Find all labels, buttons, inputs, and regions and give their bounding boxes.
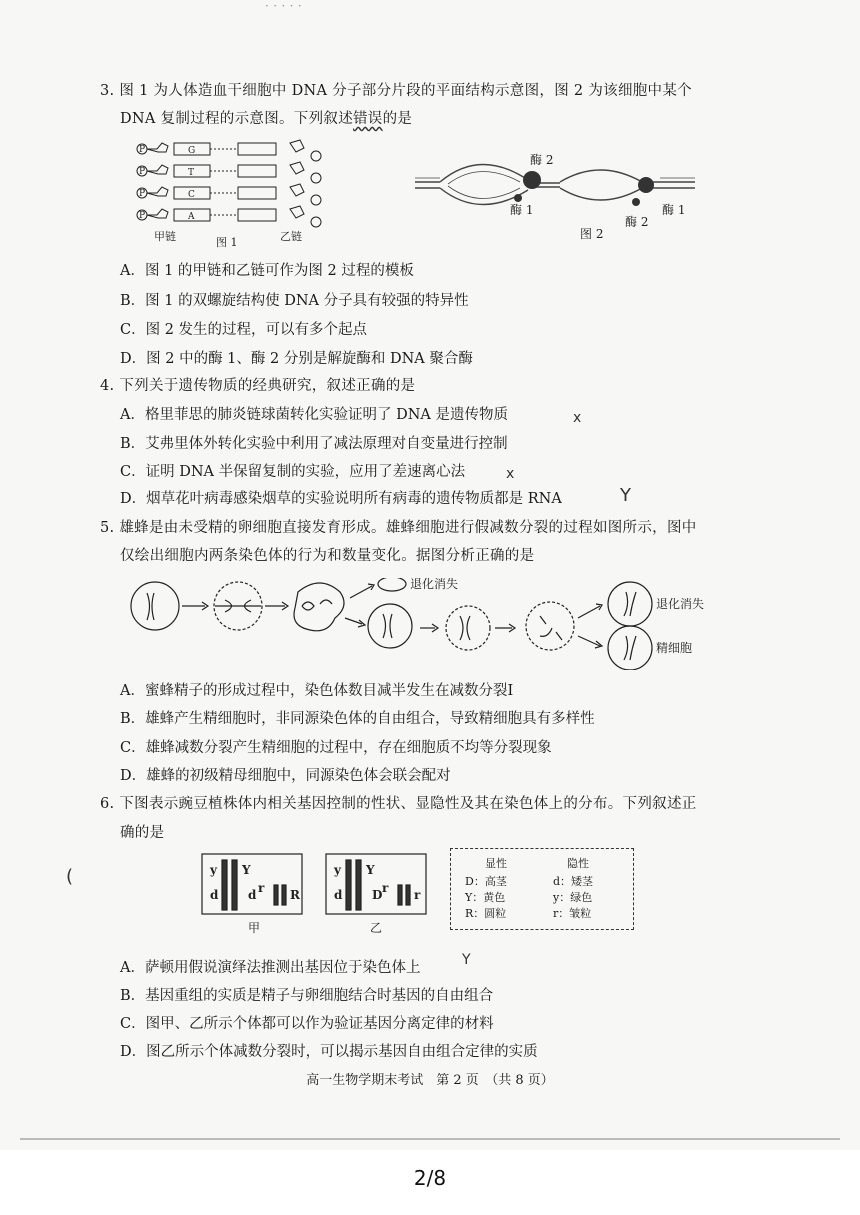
degenerate-cell [608, 582, 652, 626]
enzyme-blob [523, 171, 541, 189]
q3-option-c[interactable]: C．图 2 发生的过程，可以有多个起点 [120, 322, 368, 338]
dominant-list [465, 874, 507, 922]
label-enzyme2-bottom: 酶 2 [625, 215, 649, 229]
figure-1-dna-structure [130, 138, 350, 250]
male-bee-meiosis-diagram [130, 578, 770, 670]
q4-option-b[interactable]: B．艾弗里体外转化实验中利用了减法原理对自变量进行控制 [120, 436, 508, 452]
page-footer: 高一生物学期末考试 第 2 页 （共 8 页） [306, 1073, 554, 1088]
svg-text:y: y [334, 863, 341, 877]
svg-text:d: d [248, 888, 257, 902]
dominant-header: 显性 [485, 857, 507, 870]
enzyme-blob [638, 177, 654, 193]
label-degenerate-right: 退化消失 [656, 597, 705, 611]
cell-stage-1 [131, 582, 179, 630]
page-indicator: 2/8 [413, 1166, 447, 1190]
q6-line1: 下图表示豌豆植株体内相关基因控制的性状、显隐性及其在染色体上的分布。下列叙述正 [119, 796, 697, 812]
figure-yi-box [326, 854, 426, 914]
label-jia: 甲 [248, 921, 261, 935]
q5-number: 5. [100, 520, 115, 536]
cell-stage-3 [294, 583, 344, 631]
svg-text:Y: Y [242, 863, 251, 877]
handwritten-paren: ( [66, 866, 74, 887]
base-g: G [188, 146, 196, 156]
q3-option-b[interactable]: B．图 1 的双螺旋结构使 DNA 分子具有较强的特异性 [120, 293, 469, 309]
q5-stem [100, 518, 697, 538]
svg-text:P: P [139, 211, 146, 221]
base-t: T [188, 168, 195, 178]
svg-text:y: y [210, 863, 217, 877]
q3-line2-part-a: DNA 复制过程的示意图。下列叙述 [120, 111, 353, 127]
handwritten-mark: Y [462, 952, 471, 968]
recessive-list [553, 874, 593, 922]
handwritten-mark: Y [620, 485, 631, 506]
label-enzyme2-top: 酶 2 [530, 153, 554, 167]
q4-option-c[interactable]: C．证明 DNA 半保留复制的实验，应用了差速离心法 [120, 464, 466, 480]
svg-text:D: D [372, 888, 383, 902]
handwritten-mark: x [573, 410, 582, 426]
figure-2-dna-replication [410, 150, 700, 246]
handwritten-mark: x [506, 466, 515, 482]
svg-text:d: d [334, 888, 343, 902]
base-a: A [188, 212, 195, 222]
q5-option-b[interactable]: B．雄蜂产生精细胞时，非同源染色体的自由组合，导致精细胞具有多样性 [120, 711, 595, 727]
sperm-cell [608, 626, 652, 670]
figure-1-caption: 图 1 [216, 236, 238, 249]
dominant-d: D：高茎 [465, 875, 507, 888]
q3-line1: 图 1 为人体造血干细胞中 DNA 分子部分片段的平面结构示意图，图 2 为该细胞中某个 [119, 83, 692, 99]
recessive-y: y：绿色 [553, 891, 593, 904]
recessive-d: d：矮茎 [553, 875, 594, 888]
label-strand-jia: 甲链 [154, 230, 176, 243]
q5-stem-line2: 仅绘出细胞内两条染色体的行为和数量变化。据图分析正确的是 [120, 548, 535, 564]
dna-rung-1 [137, 140, 321, 161]
q3-option-d[interactable]: D．图 2 中的酶 1、酶 2 分别是解旋酶和 DNA 聚合酶 [120, 351, 473, 367]
label-degenerate-top: 退化消失 [410, 578, 459, 591]
q3-number: 3. [100, 83, 115, 99]
recessive-r: r：皱粒 [553, 907, 592, 920]
q6-stem-line2: 确的是 [120, 825, 165, 841]
q6-option-a[interactable]: A．萨顿用假说演绎法推测出基因位于染色体上 [120, 960, 421, 976]
svg-text:r: r [382, 881, 389, 895]
q3-stem [100, 81, 692, 101]
figure-jia-box [202, 854, 302, 914]
q5-line1: 雄蜂是由未受精的卵细胞直接发育形成。雄蜂细胞进行假减数分裂的过程如图所示，图中 [119, 520, 697, 536]
q5-option-d[interactable]: D．雄蜂的初级精母细胞中，同源染色体会联会配对 [120, 768, 451, 784]
q6-chromosome-figures [200, 850, 440, 936]
q3-line2-part-b: 的是 [382, 111, 413, 127]
cell-stage-6 [526, 602, 574, 650]
base-c: C [188, 190, 195, 200]
q6-option-c[interactable]: C．图甲、乙所示个体都可以作为验证基因分离定律的材料 [120, 1016, 494, 1032]
q4-option-a[interactable]: A．格里菲思的肺炎链球菌转化实验证明了 DNA 是遗传物质 [120, 407, 508, 423]
dominant-y: Y：黄色 [465, 891, 506, 904]
q4-stem-text: 下列关于遗传物质的经典研究，叙述正确的是 [119, 378, 416, 394]
q6-option-b[interactable]: B．基因重组的实质是精子与卵细胞结合时基因的自由组合 [120, 988, 494, 1004]
svg-text:P: P [139, 167, 146, 177]
q5-option-a[interactable]: A．蜜蜂精子的形成过程中，染色体数目减半发生在减数分裂Ⅰ [120, 683, 514, 699]
polar-body [378, 578, 406, 591]
svg-text:r: r [414, 888, 421, 902]
page-edge [20, 1138, 840, 1140]
svg-text:P: P [139, 189, 146, 199]
cell-stage-5 [446, 606, 490, 650]
recessive-header: 隐性 [567, 857, 589, 870]
label-sperm-cell: 精细胞 [656, 641, 693, 655]
label-enzyme1-right: 酶 1 [662, 203, 686, 217]
q4-stem [100, 376, 415, 396]
svg-text:Y: Y [366, 863, 375, 877]
label-strand-yi: 乙链 [280, 230, 302, 243]
svg-text:R: R [290, 888, 300, 902]
svg-text:r: r [258, 881, 265, 895]
dominant-r: R：圆粒 [465, 907, 507, 920]
q6-option-d[interactable]: D．图乙所示个体减数分裂时，可以揭示基因自由组合定律的实质 [120, 1044, 538, 1060]
svg-text:P: P [139, 145, 146, 155]
q3-stem-line2 [120, 109, 412, 129]
figure-2-caption: 图 2 [580, 227, 604, 241]
header-scribble: · · · · · [265, 0, 303, 13]
svg-text:d: d [210, 888, 219, 902]
q6-stem [100, 794, 697, 814]
q3-option-a[interactable]: A．图 1 的甲链和乙链可作为图 2 过程的模板 [120, 263, 414, 279]
q3-keyword-error: 错误 [353, 111, 383, 127]
label-enzyme1-left: 酶 1 [510, 203, 534, 217]
q5-option-c[interactable]: C．雄蜂减数分裂产生精细胞的过程中，存在细胞质不均等分裂现象 [120, 740, 552, 756]
gene-legend-box [450, 848, 634, 930]
q4-option-d[interactable]: D．烟草花叶病毒感染烟草的实验说明所有病毒的遗传物质都是 RNA [120, 491, 562, 507]
q6-number: 6. [100, 796, 115, 812]
q4-number: 4. [100, 378, 115, 394]
label-yi: 乙 [370, 921, 383, 935]
